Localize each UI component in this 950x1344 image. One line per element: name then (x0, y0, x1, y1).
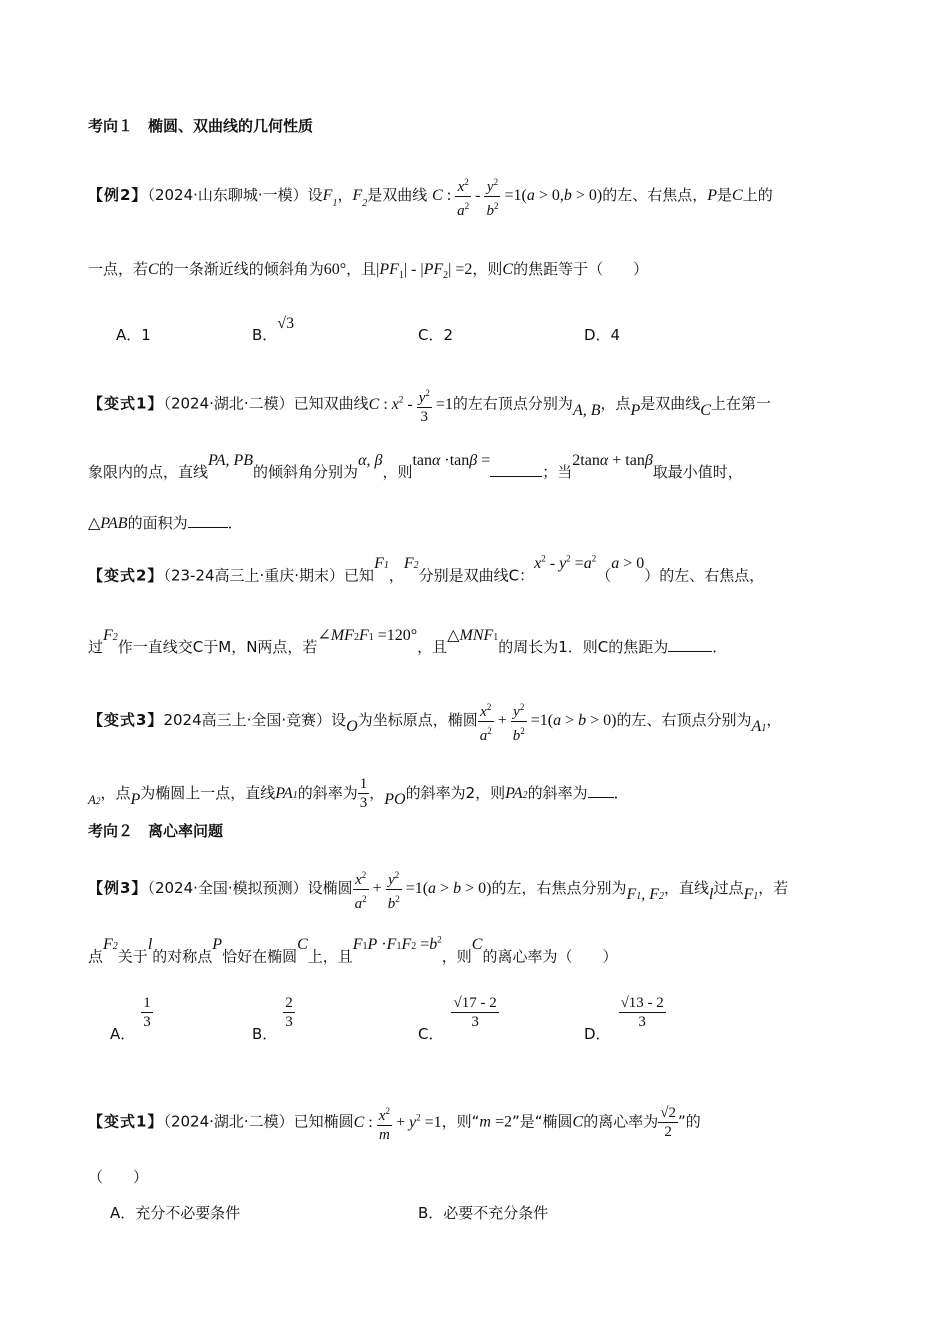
math-l: l (709, 886, 714, 904)
variant-3-line-2 (88, 775, 864, 812)
text: 的离心率为 (583, 1112, 659, 1131)
source-text: 2024高三上·全国·竞赛）设 (163, 711, 347, 730)
math-alpha-beta: α, β (358, 452, 383, 469)
math-PA-PB: PA, PB (208, 452, 254, 469)
example-3-line-1 (88, 866, 864, 913)
math-F1: F1 (374, 555, 389, 573)
math-C: C (732, 187, 743, 205)
math-P: P (630, 401, 641, 419)
text: 的面积为 (127, 514, 188, 532)
text: 的左、右焦点， (602, 186, 708, 205)
math-C: C (297, 936, 308, 954)
source-text: （2024·全国·模拟预测）设椭圆 (147, 879, 353, 898)
text: 上的 (742, 186, 773, 205)
variant-3-line-1 (88, 698, 864, 745)
text: 的斜率为 (297, 784, 358, 802)
math-60deg: 60° (323, 261, 347, 278)
example-2-line-2 (88, 258, 864, 287)
text: ，点 (100, 784, 131, 802)
variant-1-line-3: △PAB的面积为 ． (88, 514, 243, 532)
section-title: 考向２ 离心率问题 (88, 822, 224, 840)
text: 恰好在椭圆 (222, 947, 298, 966)
variant-tag: 【变式3】 (88, 711, 164, 730)
answer-blank[interactable] (668, 651, 712, 652)
math-C: C (502, 261, 514, 278)
text: ， (369, 784, 385, 802)
text: 作一直线交C于M，N两点，若 (117, 638, 318, 656)
math-PA1: PA1 (275, 785, 298, 802)
math-one-third: $\frac{1}{3}$ (359, 776, 368, 811)
math-F1F2: F1, F2 (626, 886, 665, 904)
math-PO: PO (384, 791, 406, 808)
math-F1: F1 (743, 886, 759, 904)
section-heading-2 (88, 820, 864, 842)
text: 的左右顶点分别为 (452, 394, 573, 413)
text: 一点，若 (88, 260, 149, 278)
math-ellipse: $\frac{x^2}{a^2}$ + $\frac{y^2}{b^2}$ =1(a > b > 0) (353, 880, 492, 897)
math-two-thirds: $\frac{2}{3}$ (285, 995, 293, 1030)
math-C: C (148, 261, 159, 278)
text: 是双曲线 (640, 394, 701, 413)
text: ”是“椭圆 (512, 1112, 573, 1131)
answer-blank[interactable] (490, 476, 542, 477)
option-text: A． (110, 1025, 136, 1043)
math-angle: ∠MF2F1 =120° (317, 627, 418, 644)
source-text: （2024·山东聊城·一模）设 (147, 186, 323, 205)
text: 的离心率为（ ） (482, 947, 618, 966)
variant-2-line-1 (88, 554, 864, 589)
text: 上在第一 (710, 394, 771, 413)
math-O: O (346, 718, 358, 736)
variant-1-line-1 (88, 384, 864, 426)
option-c[interactable] (418, 994, 499, 1043)
text: 关于 (117, 947, 148, 966)
math-C: C (700, 401, 711, 419)
text: ，则 (382, 463, 413, 481)
math-sqrt17-minus-2-over-3: $\frac{√17 - 2}{3}$ (453, 995, 497, 1030)
text: 的倾斜角分别为 (253, 463, 359, 481)
math-triangle-PAB: △PAB (88, 515, 128, 532)
option-text: B．必要不充分条件 (418, 1204, 549, 1222)
text: 为椭圆上一点，直线 (140, 784, 276, 802)
text: ，直线 (664, 879, 710, 898)
math-ellipse: $\frac{x^2}{a^2}$ + $\frac{y^2}{b^2}$ =1(a > b > 0) (478, 712, 617, 729)
text: ；当 (542, 463, 573, 481)
math-F2: $F_2$ (352, 187, 368, 210)
variant-tag: 【变式1】 (88, 394, 164, 413)
text: ． (712, 638, 728, 656)
math-hyperbola: C : $\frac{x^2}{a^2}$ - $\frac{y^2}{b^2}$ =1(a > 0,b > 0) (432, 187, 602, 204)
option-a[interactable] (110, 994, 153, 1043)
text: ． (613, 784, 629, 802)
option-text: C．2 (418, 326, 454, 344)
math-A1: A1 (751, 718, 767, 736)
text: ，则“ (441, 1112, 480, 1131)
text: ，点 (600, 394, 631, 413)
math-C: C (471, 936, 483, 954)
option-a[interactable] (116, 324, 151, 345)
math-sqrt3: √3 (277, 315, 295, 332)
option-text: C． (418, 1025, 444, 1043)
math-tan-product: tanα ·tanβ = (412, 452, 491, 469)
answer-blank[interactable] (188, 527, 228, 528)
text: 的焦距等于（ ） (513, 260, 649, 278)
option-d[interactable] (584, 324, 620, 345)
option-d[interactable] (584, 994, 666, 1043)
math-hyperbola: C : $x^2$ - $\frac{y^2}{3}$ =1 (369, 396, 453, 413)
variant-tag: 【变式2】 (88, 566, 164, 585)
math-F1: $F_1$ (322, 187, 338, 210)
text: ，且 (417, 638, 448, 656)
option-text: A．充分不必要条件 (110, 1204, 241, 1222)
source-text: （23-24高三上·重庆·期末）已知 (163, 566, 375, 585)
math-abs-diff: $|PF_1| - |PF_2| =2$ (376, 261, 473, 282)
text: 的斜率为2，则 (405, 784, 506, 802)
option-b[interactable] (252, 994, 295, 1043)
math-F2: F2 (103, 936, 118, 954)
text: 的周长为1．则C的焦距为 (498, 638, 669, 656)
option-text: B． (252, 1025, 278, 1043)
math-triangle-MNF1: △MNF1 (447, 627, 499, 644)
math-C: C (572, 1113, 584, 1131)
variant-2-line-2 (88, 627, 864, 661)
text: ，若 (758, 879, 789, 898)
option-text: D． (584, 1025, 611, 1043)
text: ， (766, 711, 782, 730)
math-PA2: PA2 (505, 785, 528, 802)
answer-blank[interactable] (588, 797, 614, 798)
text: ）的左、右焦点， (644, 566, 765, 585)
option-b[interactable] (418, 1202, 548, 1223)
text: （ (596, 566, 612, 585)
text: 象限内的点，直线 (88, 463, 209, 481)
variant-1-line-2 (88, 452, 864, 484)
text: ，且 (346, 260, 377, 278)
option-a[interactable] (110, 1202, 240, 1223)
text: 取最小值时， (652, 463, 743, 481)
math-m-eq-2: m =2 (479, 1113, 512, 1131)
math-dot-product: $F1P \cdot F1F2 =b^2$ (352, 935, 442, 954)
section-title: 考向１ 椭圆、双曲线的几何性质 (88, 117, 314, 135)
math-tan-sum: 2tanα + tanβ (572, 452, 653, 469)
math-AB: A, B (572, 401, 601, 419)
math-F2: F2 (403, 555, 419, 573)
text: 过 (88, 638, 104, 656)
variant-4-line-1 (88, 1102, 864, 1144)
example-tag: 【例3】 (88, 879, 148, 898)
option-c[interactable] (418, 324, 453, 345)
option-text: A．1 (116, 326, 151, 344)
variant-4-line-2 (88, 1166, 864, 1188)
text: 的斜率为 (527, 784, 588, 802)
text: （ ） (88, 1168, 149, 1186)
math-ellipse: C : $\frac{x^2}{m}$ + $y^2 =1$ (354, 1114, 442, 1131)
option-text: D．4 (584, 326, 621, 344)
text: ，则 (472, 260, 503, 278)
math-F2: F2 (103, 627, 118, 644)
text: 的对称点 (152, 947, 213, 966)
text: 是双曲线 (367, 186, 428, 205)
math-hyperbola: $x^2 - y^2 =a^2$ (534, 554, 597, 573)
variant-tag: 【变式1】 (88, 1112, 164, 1131)
text: ， (388, 566, 404, 585)
text: ， (337, 186, 353, 205)
math-A2: A2 (88, 792, 101, 807)
source-text: （2024·湖北·二模）已知椭圆 (163, 1112, 354, 1131)
math-l: l (147, 936, 153, 954)
text: 的左、右顶点分别为 (616, 711, 752, 730)
math-P: P (212, 936, 223, 954)
text: 为坐标原点，椭圆 (357, 711, 478, 730)
math-sqrt13-minus-2-over-3: $\frac{√13 - 2}{3}$ (620, 995, 664, 1030)
text: ”的 (677, 1112, 701, 1131)
math-P: P (707, 187, 718, 205)
text: 的左，右焦点分别为 (491, 879, 627, 898)
text: 上，且 (307, 947, 353, 966)
text: 过点 (713, 879, 744, 898)
text: 分别是双曲线C： (418, 566, 535, 585)
text: 的一条渐近线的倾斜角为 (158, 260, 324, 278)
example-2-line-1 (88, 173, 864, 220)
option-text: B． (252, 326, 278, 344)
text: 点 (88, 947, 104, 966)
example-3-line-2 (88, 935, 864, 970)
math-one-third: $\frac{1}{3}$ (143, 995, 151, 1030)
math-P: P (130, 791, 141, 808)
source-text: （2024·湖北·二模）已知双曲线 (163, 394, 369, 413)
text: 是 (717, 186, 733, 205)
example-tag: 【例2】 (88, 186, 148, 205)
option-b[interactable] (252, 315, 295, 345)
section-heading-1 (88, 115, 864, 137)
text: ，则 (441, 947, 472, 966)
math-sqrt2-over-2: $\frac{√2}{2}$ (660, 1104, 676, 1140)
math-a-gt-0: a > 0 (611, 555, 645, 573)
